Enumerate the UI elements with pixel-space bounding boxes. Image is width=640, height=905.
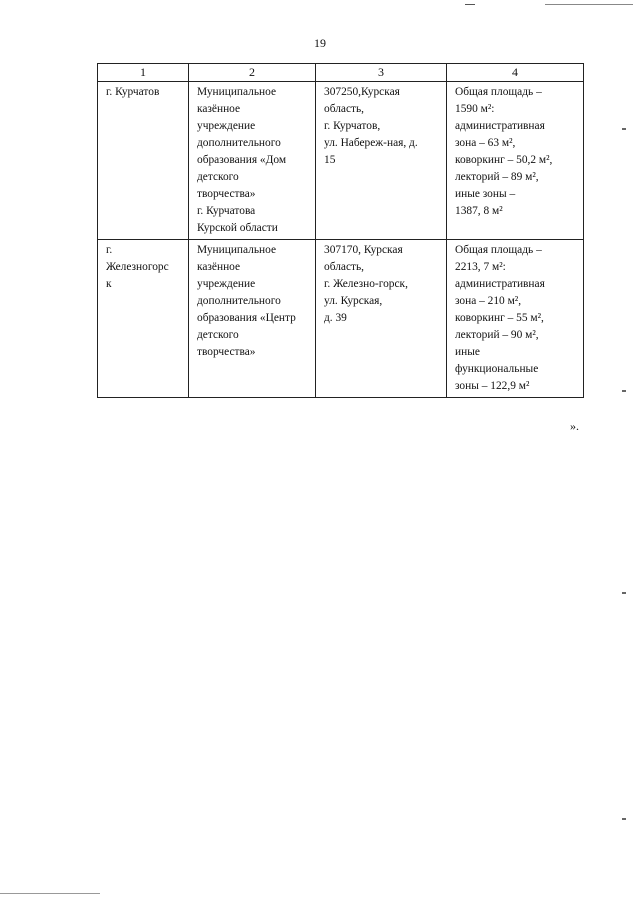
address-line: 15 bbox=[324, 154, 336, 166]
institution-line: творчества» bbox=[197, 346, 256, 358]
area-cell bbox=[447, 240, 584, 398]
closing-quote: ». bbox=[570, 419, 579, 433]
institution-line: дополнительного bbox=[197, 295, 281, 307]
area-line: иные зоны – bbox=[455, 188, 516, 200]
city-line: Железногорс bbox=[106, 261, 169, 273]
institution-line: детского bbox=[197, 171, 239, 183]
area-line: административная bbox=[455, 120, 545, 132]
scan-artifact-edge bbox=[622, 818, 626, 820]
address-line: ул. Курская, bbox=[324, 295, 383, 307]
area-line: иные bbox=[455, 346, 480, 358]
institution-line: казённое bbox=[197, 261, 241, 273]
institution-line: творчества» bbox=[197, 188, 256, 200]
column-header-4: 4 bbox=[447, 64, 584, 82]
city-cell bbox=[98, 82, 189, 240]
institution-line: Курской области bbox=[197, 222, 278, 234]
institution-line: учреждение bbox=[197, 278, 256, 290]
scan-artifact-top bbox=[545, 4, 633, 5]
area-line: функциональные bbox=[455, 363, 539, 375]
address-cell bbox=[316, 82, 447, 240]
address-line: область, bbox=[324, 261, 365, 273]
area-line: Общая площадь – bbox=[455, 86, 542, 98]
address-line: 307170, Курская bbox=[324, 244, 403, 256]
area-line: 1387, 8 м² bbox=[455, 205, 503, 217]
area-line: административная bbox=[455, 278, 545, 290]
table-row bbox=[98, 240, 584, 398]
institution-line: Муниципальное bbox=[197, 86, 277, 98]
column-header-3: 3 bbox=[316, 64, 447, 82]
institution-line: учреждение bbox=[197, 120, 256, 132]
institution-cell bbox=[189, 240, 316, 398]
address-line: д. 39 bbox=[324, 312, 347, 324]
page-number: 19 bbox=[314, 36, 326, 50]
city-line: г. Курчатов bbox=[106, 86, 160, 98]
institution-line: дополнительного bbox=[197, 137, 281, 149]
scan-artifact-edge bbox=[622, 128, 626, 130]
institution-line: г. Курчатова bbox=[197, 205, 256, 217]
institution-line: образования «Дом bbox=[197, 154, 287, 166]
area-cell bbox=[447, 82, 584, 240]
area-line: коворкинг – 55 м², bbox=[455, 312, 544, 324]
institution-line: казённое bbox=[197, 103, 241, 115]
table-row bbox=[98, 82, 584, 240]
table-header-row bbox=[98, 64, 584, 82]
address-line: ул. Набереж-ная, д. bbox=[324, 137, 418, 149]
address-line: область, bbox=[324, 103, 365, 115]
address-line: г. Железно-горск, bbox=[324, 278, 408, 290]
area-line: Общая площадь – bbox=[455, 244, 542, 256]
scan-artifact-edge bbox=[622, 592, 626, 594]
area-line: зоны – 122,9 м² bbox=[455, 380, 530, 392]
institution-line: Муниципальное bbox=[197, 244, 277, 256]
facilities-table bbox=[97, 63, 584, 398]
scan-artifact-edge bbox=[622, 390, 626, 392]
institution-line: образования «Центр bbox=[197, 312, 296, 324]
area-line: лекторий – 90 м², bbox=[455, 329, 539, 341]
area-line: коворкинг – 50,2 м², bbox=[455, 154, 553, 166]
institution-cell bbox=[189, 82, 316, 240]
address-line: г. Курчатов, bbox=[324, 120, 381, 132]
area-line: зона – 210 м², bbox=[455, 295, 522, 307]
area-line: лекторий – 89 м², bbox=[455, 171, 539, 183]
area-line: зона – 63 м², bbox=[455, 137, 516, 149]
address-cell bbox=[316, 240, 447, 398]
scan-artifact-top bbox=[465, 4, 475, 5]
area-line: 2213, 7 м²: bbox=[455, 261, 506, 273]
address-line: 307250,Курская bbox=[324, 86, 400, 98]
city-line: к bbox=[106, 278, 112, 290]
city-cell bbox=[98, 240, 189, 398]
institution-line: детского bbox=[197, 329, 239, 341]
area-line: 1590 м²: bbox=[455, 103, 495, 115]
column-header-1: 1 bbox=[98, 64, 189, 82]
column-header-2: 2 bbox=[189, 64, 316, 82]
city-line: г. bbox=[106, 244, 113, 256]
scan-artifact-bottom bbox=[0, 893, 100, 894]
